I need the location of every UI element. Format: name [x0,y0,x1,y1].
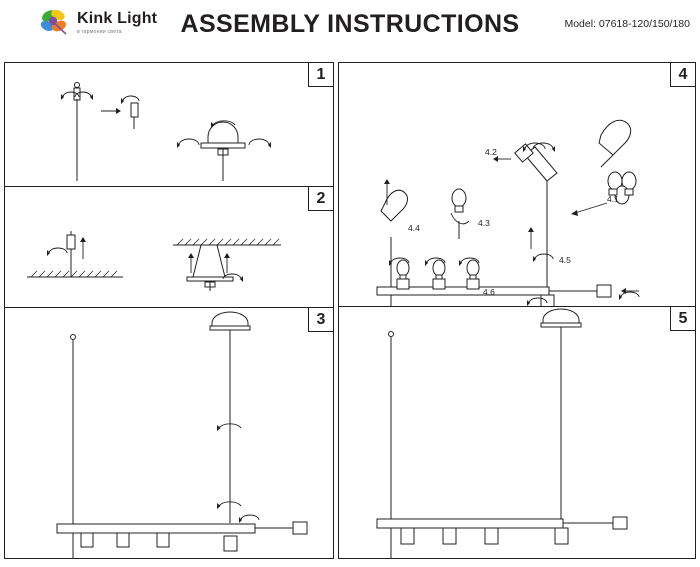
step-3-panel [4,307,334,559]
step-1-number: 1 [308,62,334,87]
page-title: ASSEMBLY INSTRUCTIONS [180,10,520,38]
step-5-number: 5 [670,306,696,331]
callout-4-3: 4.3 [478,218,490,228]
step-2-number: 2 [308,186,334,211]
step-4-number: 4 [670,62,696,87]
step-2-panel [4,186,334,308]
brand-tagline: в гармонии света [77,29,122,35]
callout-4-1: 4.1 [607,194,619,204]
callout-4-4: 4.4 [408,223,420,233]
brand-name: Kink Light [77,10,158,27]
step-5-panel [338,306,696,559]
page-header [0,0,700,58]
callout-4-2: 4.2 [485,147,497,157]
instruction-sheet [4,62,696,559]
step-5-illustration [339,307,695,558]
step-2-illustration [5,187,333,307]
step-4-panel [338,62,696,307]
callout-4-6: 4.6 [483,287,495,297]
step-3-illustration [5,308,333,558]
step-3-number: 3 [308,307,334,332]
step-1-illustration [5,63,333,186]
callout-4-5: 4.5 [559,255,571,265]
step-1-panel [4,62,334,187]
model-number: Model: 07618-120/150/180 [564,18,690,30]
step-4-illustration [339,63,695,306]
